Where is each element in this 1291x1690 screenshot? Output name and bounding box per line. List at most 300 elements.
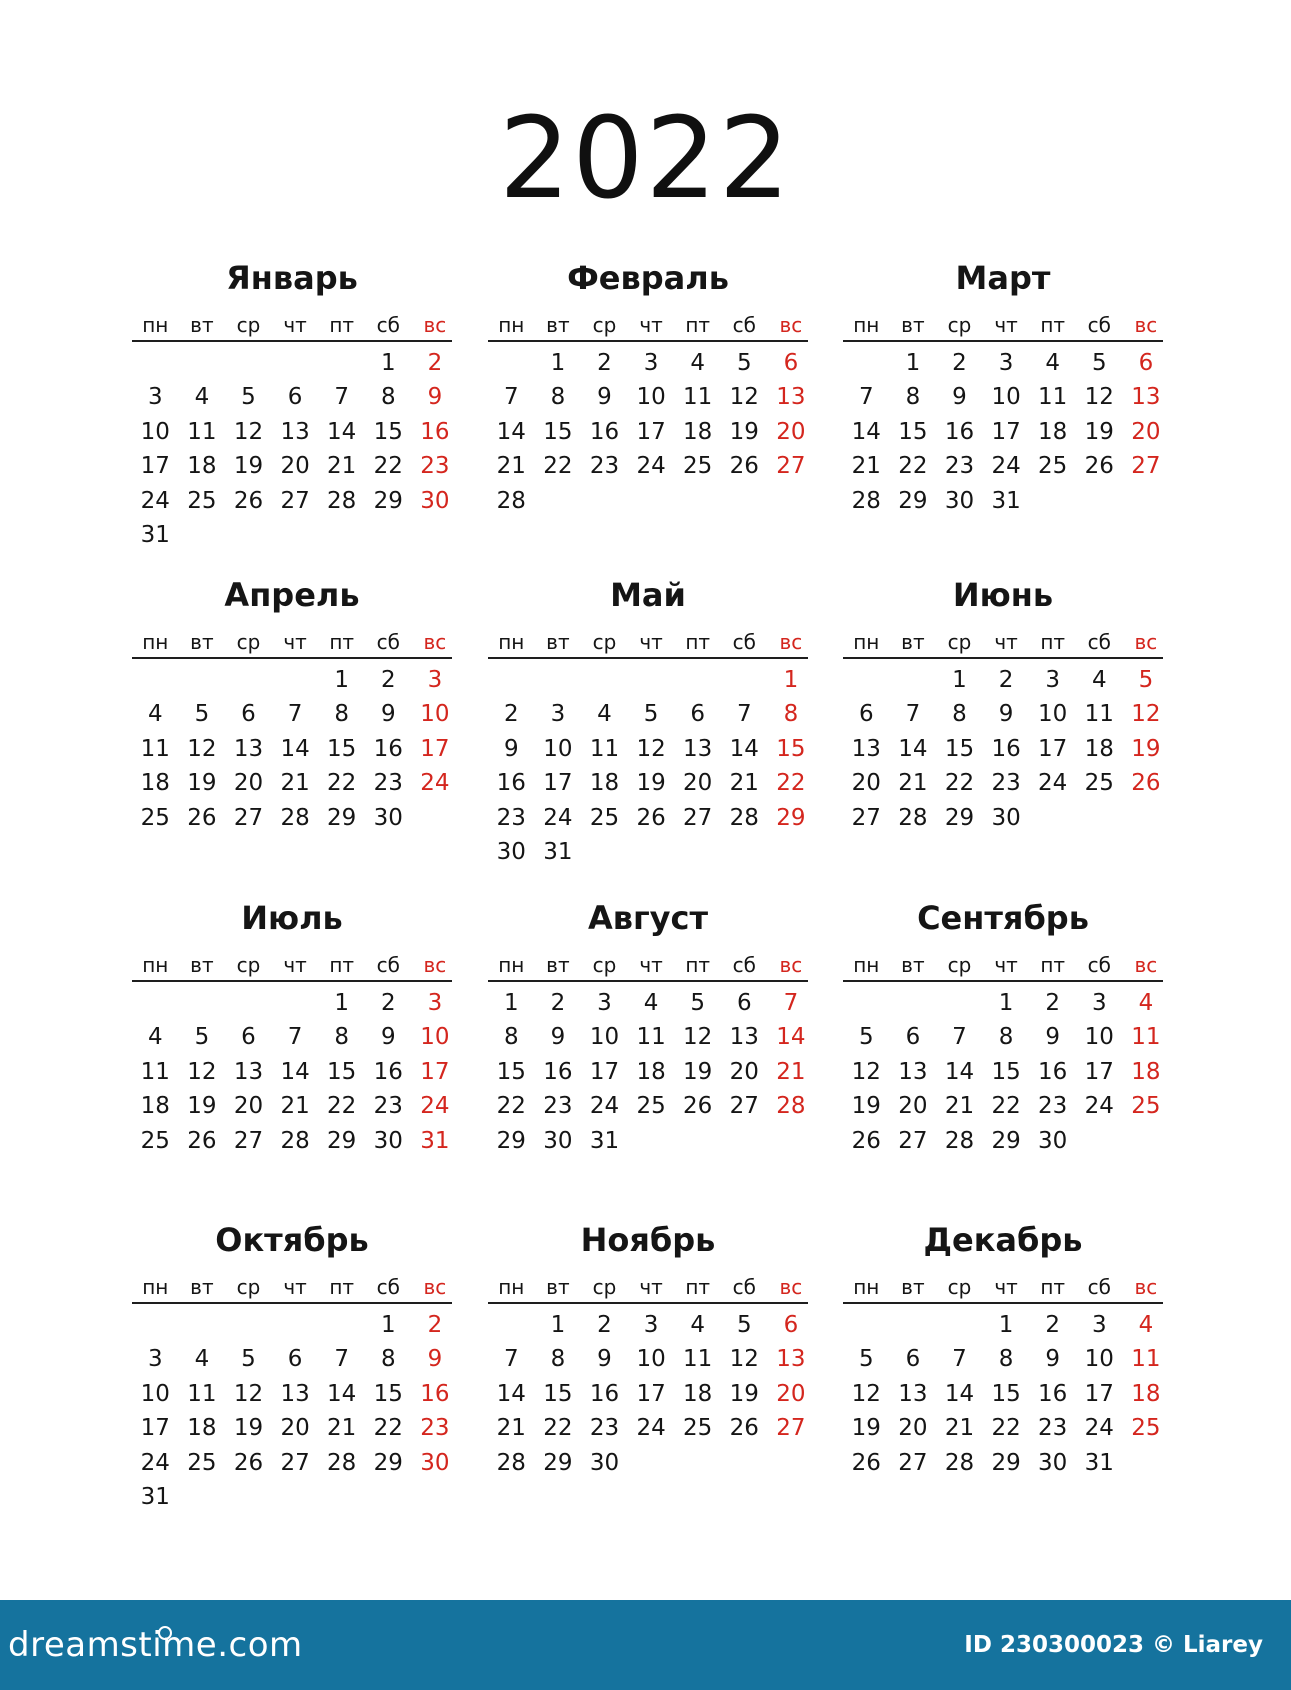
- date-cell: 19: [187, 1093, 217, 1120]
- date-cell: 19: [233, 453, 264, 480]
- date-cell: 9: [597, 1346, 612, 1373]
- date-cell: 29: [373, 1449, 403, 1476]
- date-cell: 21: [280, 770, 310, 797]
- weekday-label: вс: [423, 1275, 447, 1299]
- date-cell: 16: [1038, 1058, 1068, 1085]
- date-cell: 11: [589, 735, 620, 762]
- date-cell: 23: [991, 770, 1021, 797]
- sunday-date: 6: [783, 350, 799, 376]
- date-cell: 11: [187, 1380, 217, 1407]
- weekday-header: [843, 627, 1163, 659]
- date-cell: 28: [851, 487, 881, 514]
- date-cell: 11: [636, 1024, 666, 1051]
- date-cell: 5: [858, 1346, 874, 1373]
- weekday-label: вт: [190, 1275, 214, 1299]
- date-cell: 1: [998, 1312, 1014, 1338]
- date-cell: 22: [496, 1093, 526, 1120]
- sunday-date: 12: [1131, 701, 1161, 728]
- date-cell: 26: [1084, 453, 1114, 480]
- date-cell: 9: [1045, 1346, 1060, 1373]
- weekday-label: ср: [947, 1275, 972, 1299]
- date-cell: 15: [991, 1380, 1021, 1407]
- weekday-label: пн: [853, 313, 880, 337]
- date-cell: 30: [373, 804, 403, 831]
- date-cell: 14: [729, 735, 759, 762]
- date-cell: 13: [233, 1058, 264, 1085]
- weekday-label: ср: [236, 953, 261, 977]
- date-cell: 10: [991, 384, 1021, 411]
- date-cell: 25: [636, 1093, 666, 1120]
- date-cell: 6: [858, 701, 874, 728]
- date-cell: 10: [636, 1346, 666, 1373]
- weekday-label: вт: [901, 1275, 925, 1299]
- date-cell: 23: [543, 1093, 573, 1120]
- date-cell: 7: [503, 384, 519, 411]
- date-cell: 27: [280, 487, 310, 514]
- sunday-date: 20: [1131, 418, 1161, 445]
- date-cell: 26: [636, 804, 666, 831]
- weekday-label: пт: [685, 1275, 711, 1299]
- date-cell: 17: [1084, 1058, 1114, 1085]
- date-cell: 17: [140, 453, 170, 480]
- sunday-date: 18: [1131, 1058, 1161, 1085]
- month-block: [843, 898, 1163, 1188]
- date-cell: 1: [334, 990, 349, 1016]
- date-cell: 31: [140, 1484, 170, 1510]
- month-name: Май: [610, 576, 686, 614]
- date-cell: 13: [898, 1380, 928, 1407]
- date-cell: 4: [194, 1346, 210, 1373]
- month-block: [488, 575, 808, 865]
- weekday-label: чт: [283, 630, 307, 654]
- month-name: Март: [955, 259, 1051, 297]
- date-cell: 23: [373, 1093, 403, 1120]
- date-cell: 27: [683, 804, 713, 831]
- weekday-label: ср: [592, 313, 617, 337]
- date-cell: 10: [589, 1024, 620, 1051]
- date-cell: 14: [944, 1380, 975, 1407]
- weekday-label: чт: [639, 313, 663, 337]
- date-cell: 28: [944, 1449, 975, 1476]
- weekday-label: ср: [236, 313, 261, 337]
- weekday-header: [488, 950, 808, 982]
- weekday-label: вс: [1134, 313, 1158, 337]
- date-cell: 19: [683, 1058, 713, 1085]
- date-cell: 10: [1084, 1024, 1114, 1051]
- weekday-label: пн: [853, 953, 880, 977]
- date-cell: 26: [729, 453, 759, 480]
- date-cell: 16: [543, 1058, 573, 1085]
- date-cell: 14: [496, 1380, 526, 1407]
- month-name: Январь: [226, 259, 358, 297]
- sunday-date: 30: [420, 1449, 450, 1476]
- sunday-date: 4: [1138, 990, 1154, 1016]
- date-cell: 6: [241, 1024, 256, 1051]
- date-cell: 7: [952, 1024, 967, 1051]
- date-cell: 4: [1045, 350, 1060, 376]
- date-cell: 18: [1038, 418, 1068, 445]
- date-cell: 4: [643, 990, 659, 1016]
- date-cell: 25: [187, 1449, 217, 1476]
- date-cell: 3: [147, 1346, 163, 1373]
- sunday-date: 27: [776, 453, 806, 480]
- date-cell: 14: [496, 418, 526, 445]
- month-name: Февраль: [567, 259, 729, 297]
- date-cell: 31: [991, 487, 1021, 514]
- date-cell: 26: [851, 1449, 881, 1476]
- date-cell: 2: [503, 701, 519, 728]
- date-cell: 13: [280, 418, 310, 445]
- date-cell: 16: [373, 1058, 403, 1085]
- sunday-date: 11: [1131, 1346, 1161, 1373]
- sunday-date: 7: [783, 990, 799, 1016]
- date-cell: 30: [1038, 1449, 1068, 1476]
- date-cell: 6: [241, 701, 256, 728]
- date-cell: 26: [729, 1415, 759, 1442]
- date-cell: 7: [503, 1346, 519, 1373]
- date-cell: 28: [327, 487, 357, 514]
- weekday-label: пн: [498, 313, 525, 337]
- sunday-date: 19: [1131, 735, 1161, 762]
- date-cell: 11: [140, 1058, 170, 1085]
- date-cell: 25: [140, 804, 170, 831]
- weekday-label: пн: [853, 630, 880, 654]
- date-cell: 27: [233, 1127, 264, 1154]
- weekday-label: чт: [994, 313, 1018, 337]
- sunday-date: 1: [783, 667, 799, 693]
- date-cell: 23: [496, 804, 526, 831]
- date-cell: 29: [373, 487, 403, 514]
- date-cell: 21: [729, 770, 759, 797]
- date-cell: 11: [683, 384, 713, 411]
- date-cell: 15: [898, 418, 928, 445]
- date-cell: 25: [1038, 453, 1068, 480]
- date-cell: 29: [991, 1127, 1021, 1154]
- date-cell: 14: [898, 735, 928, 762]
- date-cell: 9: [550, 1024, 566, 1051]
- date-cell: 18: [1084, 735, 1114, 762]
- date-cell: 3: [597, 990, 612, 1016]
- weekday-label: чт: [994, 1275, 1018, 1299]
- weekday-label: пн: [142, 313, 169, 337]
- month-block: [843, 258, 1163, 548]
- date-cell: 6: [736, 990, 752, 1016]
- weekday-label: ср: [236, 630, 261, 654]
- weekday-label: вс: [1134, 953, 1158, 977]
- date-cell: 8: [380, 1346, 396, 1373]
- weekday-label: чт: [639, 630, 663, 654]
- date-cell: 10: [140, 1380, 170, 1407]
- sunday-date: 9: [427, 384, 443, 411]
- date-cell: 16: [1038, 1380, 1068, 1407]
- date-cell: 22: [991, 1093, 1021, 1120]
- weekday-label: ср: [592, 953, 617, 977]
- date-cell: 4: [690, 1312, 705, 1338]
- date-cell: 4: [1091, 667, 1107, 693]
- date-cell: 8: [380, 384, 396, 411]
- month-block: [132, 258, 452, 548]
- sunday-date: 8: [783, 701, 799, 728]
- date-cell: 19: [636, 770, 666, 797]
- date-cell: 28: [496, 1449, 526, 1476]
- date-cell: 25: [589, 804, 620, 831]
- date-cell: 2: [952, 350, 967, 376]
- date-cell: 24: [140, 1449, 170, 1476]
- date-cell: 27: [233, 804, 264, 831]
- date-cell: 25: [1084, 770, 1114, 797]
- date-cell: 17: [589, 1058, 620, 1085]
- date-cell: 14: [327, 418, 357, 445]
- date-cell: 18: [683, 418, 713, 445]
- date-cell: 25: [140, 1127, 170, 1154]
- sunday-date: 11: [1131, 1024, 1161, 1051]
- date-cell: 5: [690, 990, 705, 1016]
- date-cell: 15: [327, 1058, 357, 1085]
- month-name: Июнь: [952, 576, 1054, 614]
- date-cell: 15: [944, 735, 975, 762]
- date-cell: 28: [280, 1127, 310, 1154]
- date-cell: 2: [550, 990, 566, 1016]
- date-cell: 15: [543, 1380, 573, 1407]
- sunday-date: 2: [427, 1312, 443, 1338]
- date-cell: 13: [233, 735, 264, 762]
- date-cell: 16: [589, 418, 620, 445]
- month-name: Апрель: [224, 576, 360, 614]
- weekday-label: пт: [329, 1275, 355, 1299]
- weekday-header: [843, 310, 1163, 342]
- weekday-header: [132, 627, 452, 659]
- date-cell: 1: [550, 350, 566, 376]
- date-cell: 11: [187, 418, 217, 445]
- sunday-date: 24: [420, 1093, 450, 1120]
- date-cell: 4: [690, 350, 705, 376]
- date-cell: 4: [147, 1024, 163, 1051]
- sunday-date: 6: [783, 1312, 799, 1338]
- date-cell: 10: [636, 384, 666, 411]
- date-cell: 7: [287, 701, 303, 728]
- sunday-date: 14: [776, 1024, 806, 1051]
- date-cell: 20: [233, 1093, 264, 1120]
- date-cell: 28: [327, 1449, 357, 1476]
- date-cell: 1: [550, 1312, 566, 1338]
- date-cell: 24: [636, 453, 666, 480]
- date-cell: 11: [683, 1346, 713, 1373]
- weekday-label: пт: [1040, 953, 1066, 977]
- date-cell: 16: [373, 735, 403, 762]
- brand-logo[interactable]: [8, 1622, 303, 1668]
- date-cell: 19: [233, 1415, 264, 1442]
- sunday-date: 13: [776, 1346, 806, 1373]
- date-cell: 28: [729, 804, 759, 831]
- weekday-header: [488, 310, 808, 342]
- date-cell: 19: [851, 1093, 881, 1120]
- weekday-label: пт: [329, 313, 355, 337]
- date-cell: 8: [998, 1346, 1014, 1373]
- date-cell: 12: [683, 1024, 713, 1051]
- date-cell: 14: [327, 1380, 357, 1407]
- sunday-date: 31: [420, 1127, 450, 1154]
- date-cell: 12: [233, 1380, 264, 1407]
- date-cell: 3: [550, 701, 566, 728]
- month-name: Сентябрь: [917, 899, 1089, 937]
- date-cell: 21: [944, 1415, 975, 1442]
- sunday-date: 26: [1131, 770, 1161, 797]
- sunday-date: 28: [776, 1093, 806, 1120]
- date-cell: 24: [1038, 770, 1068, 797]
- weekday-label: ср: [947, 630, 972, 654]
- date-cell: 29: [327, 1127, 357, 1154]
- calendar-year: 2022: [498, 94, 793, 224]
- date-cell: 26: [233, 487, 264, 514]
- weekday-label: сб: [1087, 630, 1111, 654]
- sunday-date: 25: [1131, 1093, 1161, 1120]
- date-cell: 27: [280, 1449, 310, 1476]
- weekday-label: пт: [685, 630, 711, 654]
- date-cell: 5: [858, 1024, 874, 1051]
- date-cell: 15: [373, 418, 403, 445]
- date-cell: 22: [327, 1093, 357, 1120]
- date-cell: 13: [729, 1024, 759, 1051]
- sunday-date: 5: [1138, 667, 1154, 693]
- date-cell: 26: [683, 1093, 713, 1120]
- date-cell: 31: [543, 839, 573, 865]
- sunday-date: 10: [420, 701, 450, 728]
- date-cell: 7: [334, 1346, 349, 1373]
- date-cell: 24: [1084, 1093, 1114, 1120]
- date-cell: 22: [327, 770, 357, 797]
- date-cell: 22: [373, 453, 403, 480]
- sunday-date: 10: [420, 1024, 450, 1051]
- month-name: Декабрь: [923, 1221, 1083, 1259]
- date-cell: 28: [280, 804, 310, 831]
- month-name: Ноябрь: [580, 1221, 716, 1259]
- date-cell: 12: [729, 1346, 759, 1373]
- date-cell: 18: [187, 453, 217, 480]
- date-cell: 18: [636, 1058, 666, 1085]
- date-cell: 9: [952, 384, 967, 411]
- date-cell: 28: [496, 487, 526, 514]
- date-cell: 16: [496, 770, 526, 797]
- weekday-label: ср: [592, 1275, 617, 1299]
- weekday-label: пт: [1040, 630, 1066, 654]
- date-cell: 10: [543, 735, 573, 762]
- date-cell: 30: [373, 1127, 403, 1154]
- date-cell: 9: [597, 384, 612, 411]
- weekday-label: вс: [779, 1275, 803, 1299]
- date-cell: 29: [944, 804, 975, 831]
- date-cell: 19: [851, 1415, 881, 1442]
- date-cell: 20: [898, 1415, 928, 1442]
- date-cell: 1: [334, 667, 349, 693]
- date-cell: 14: [280, 735, 310, 762]
- date-cell: 28: [898, 804, 928, 831]
- date-cell: 1: [380, 1312, 396, 1338]
- date-cell: 20: [280, 1415, 310, 1442]
- date-cell: 4: [194, 384, 210, 411]
- sunday-date: 21: [776, 1058, 806, 1085]
- date-cell: 5: [643, 701, 659, 728]
- weekday-label: вс: [779, 313, 803, 337]
- sunday-date: 23: [420, 453, 450, 480]
- sunday-date: 16: [420, 1380, 450, 1407]
- weekday-label: вс: [779, 630, 803, 654]
- date-cell: 3: [643, 1312, 659, 1338]
- weekday-label: вт: [546, 1275, 570, 1299]
- date-cell: 3: [643, 350, 659, 376]
- date-cell: 3: [998, 350, 1014, 376]
- date-cell: 4: [147, 701, 163, 728]
- date-cell: 21: [327, 1415, 357, 1442]
- date-cell: 20: [683, 770, 713, 797]
- weekday-label: ср: [236, 1275, 261, 1299]
- sunday-date: 13: [1131, 384, 1161, 411]
- weekday-label: пт: [685, 953, 711, 977]
- sunday-date: 27: [1131, 453, 1161, 480]
- weekday-label: сб: [732, 1275, 756, 1299]
- sunday-date: 3: [427, 990, 443, 1016]
- date-cell: 23: [1038, 1415, 1068, 1442]
- weekday-label: вт: [546, 630, 570, 654]
- date-cell: 6: [287, 384, 303, 411]
- weekday-label: пн: [498, 953, 525, 977]
- date-cell: 8: [334, 1024, 349, 1051]
- date-cell: 21: [327, 453, 357, 480]
- weekday-label: пн: [853, 1275, 880, 1299]
- month-block: [843, 575, 1163, 865]
- weekday-label: вт: [901, 953, 925, 977]
- date-cell: 22: [543, 1415, 573, 1442]
- date-cell: 13: [280, 1380, 310, 1407]
- weekday-label: сб: [732, 630, 756, 654]
- date-cell: 15: [496, 1058, 526, 1085]
- date-cell: 16: [944, 418, 975, 445]
- date-cell: 6: [690, 701, 705, 728]
- date-cell: 18: [140, 1093, 170, 1120]
- weekday-label: пт: [329, 630, 355, 654]
- weekday-header: [132, 1272, 452, 1304]
- date-cell: 30: [496, 839, 526, 865]
- date-cell: 18: [187, 1415, 217, 1442]
- date-cell: 12: [729, 384, 759, 411]
- brand-label: dreamstime.com: [8, 1625, 303, 1665]
- month-name: Октябрь: [215, 1221, 369, 1259]
- date-cell: 12: [187, 1058, 217, 1085]
- date-cell: 21: [496, 1415, 526, 1442]
- date-cell: 10: [1038, 701, 1068, 728]
- date-cell: 18: [589, 770, 620, 797]
- date-cell: 8: [503, 1024, 519, 1051]
- date-cell: 1: [905, 350, 921, 376]
- date-cell: 3: [147, 384, 163, 411]
- date-cell: 12: [636, 735, 666, 762]
- date-cell: 17: [636, 1380, 666, 1407]
- date-cell: 3: [1045, 667, 1060, 693]
- weekday-label: вт: [546, 313, 570, 337]
- date-cell: 21: [851, 453, 881, 480]
- date-cell: 23: [373, 770, 403, 797]
- month-block: [488, 898, 808, 1188]
- date-cell: 6: [905, 1024, 921, 1051]
- date-cell: 29: [991, 1449, 1021, 1476]
- date-cell: 24: [636, 1415, 666, 1442]
- date-cell: 7: [287, 1024, 303, 1051]
- date-cell: 1: [380, 350, 396, 376]
- date-cell: 2: [998, 667, 1014, 693]
- date-cell: 26: [187, 1127, 217, 1154]
- date-cell: 23: [589, 453, 620, 480]
- date-cell: 21: [496, 453, 526, 480]
- weekday-label: сб: [1087, 953, 1111, 977]
